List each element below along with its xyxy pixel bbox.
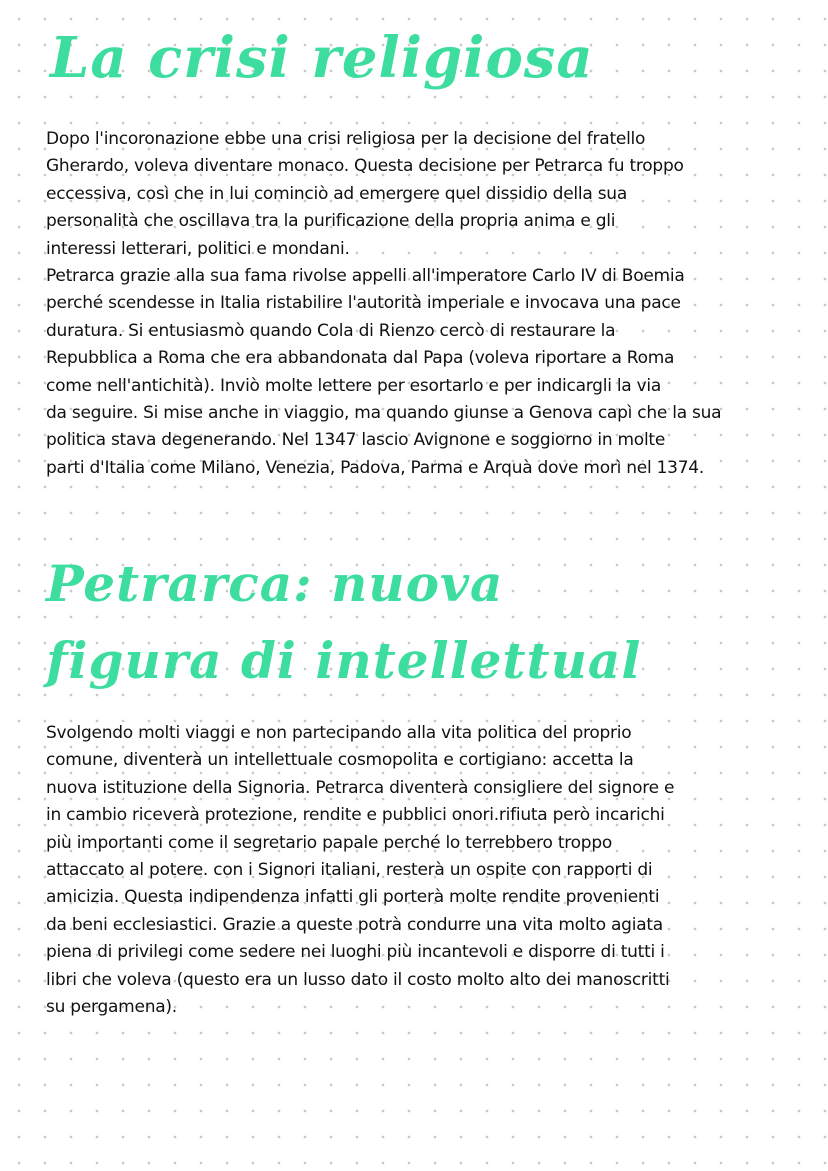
- paragraph-line: parti d'Italia come Milano, Venezia, Padova, Parma e Arquà dove morì nel 1374.: [46, 457, 705, 478]
- heading-petrarca-line-2: figura di intellettual: [46, 631, 642, 690]
- paragraph-line: libri che voleva (questo era un lusso dato il costo molto alto dei manoscritti: [46, 969, 670, 990]
- paragraph-line: Repubblica a Roma che era abbandonata dal Papa (voleva riportare a Roma: [46, 348, 675, 369]
- paragraph-line: nuova istituzione della Signoria. Petrarca diventerà consigliere del signore e: [46, 777, 675, 798]
- heading-petrarca-line-1: Petrarca: nuova: [46, 554, 504, 613]
- paragraph-line: eccessiva, così che in lui cominciò ad emergere quel dissidio della sua: [46, 183, 628, 204]
- paragraph-line: comune, diventerà un intellettuale cosmopolita e cortigiano: accetta la: [46, 750, 634, 771]
- paragraph-line: su pergamena).: [46, 997, 177, 1018]
- paragraph-line: personalità che oscillava tra la purificazione della propria anima e gli: [46, 211, 616, 232]
- paragraph-line: attaccato al potere. con i Signori italiani, resterà un ospite con rapporti di: [46, 860, 653, 881]
- paragraph-line: duratura. Si entusiasmò quando Cola di Rienzo cercò di restaurare la: [46, 320, 616, 341]
- paragraph-line: amicizia. Questa indipendenza infatti gli porterà molte rendite provenienti: [46, 887, 660, 908]
- paragraph-line: Gherardo, voleva diventare monaco. Questa decisione per Petrarca fu troppo: [46, 156, 684, 177]
- paragraph-line: più importanti come il segretario papale perché lo terrebbero troppo: [46, 832, 613, 853]
- paragraph-line: in cambio riceverà protezione, rendite e pubblici onori.rifiuta però incarichi: [46, 805, 665, 826]
- paragraph-line: da beni ecclesiastici. Grazie a queste potrà condurre una vita molto agiata: [46, 914, 663, 935]
- paragraph-line: interessi letterari, politici e mondani.: [46, 238, 350, 259]
- paragraph-line: Petrarca grazie alla sua fama rivolse appelli all'imperatore Carlo IV di Boemia: [46, 266, 685, 287]
- paragraph-line: perché scendesse in Italia ristabilire l'autorità imperiale e invocava una pace: [46, 293, 681, 314]
- paragraph-line: Dopo l'incoronazione ebbe una crisi religiosa per la decisione del fratello: [46, 129, 646, 149]
- paragraph-line: politica stava degenerando. Nel 1347 lascio Avignone e soggiorno in molte: [46, 430, 666, 451]
- paragraph-nuova-figura: [46, 720, 806, 1021]
- paragraph-line: Svolgendo molti viaggi e non partecipando alla vita politica del proprio: [46, 723, 632, 743]
- paragraph-line: da seguire. Si mise anche in viaggio, ma quando giunse a Genova capì che la sua: [46, 403, 722, 424]
- paragraph-line: piena di privilegi come sedere nei luoghi più incantevoli e disporre di tutti i: [46, 942, 665, 963]
- paragraph-crisi-religiosa: [46, 126, 806, 482]
- heading-crisi-religiosa: La crisi religiosa: [50, 25, 594, 91]
- paragraph-line: come nell'antichità). Inviò molte lettere per esortarlo e per indicargli la via: [46, 375, 662, 396]
